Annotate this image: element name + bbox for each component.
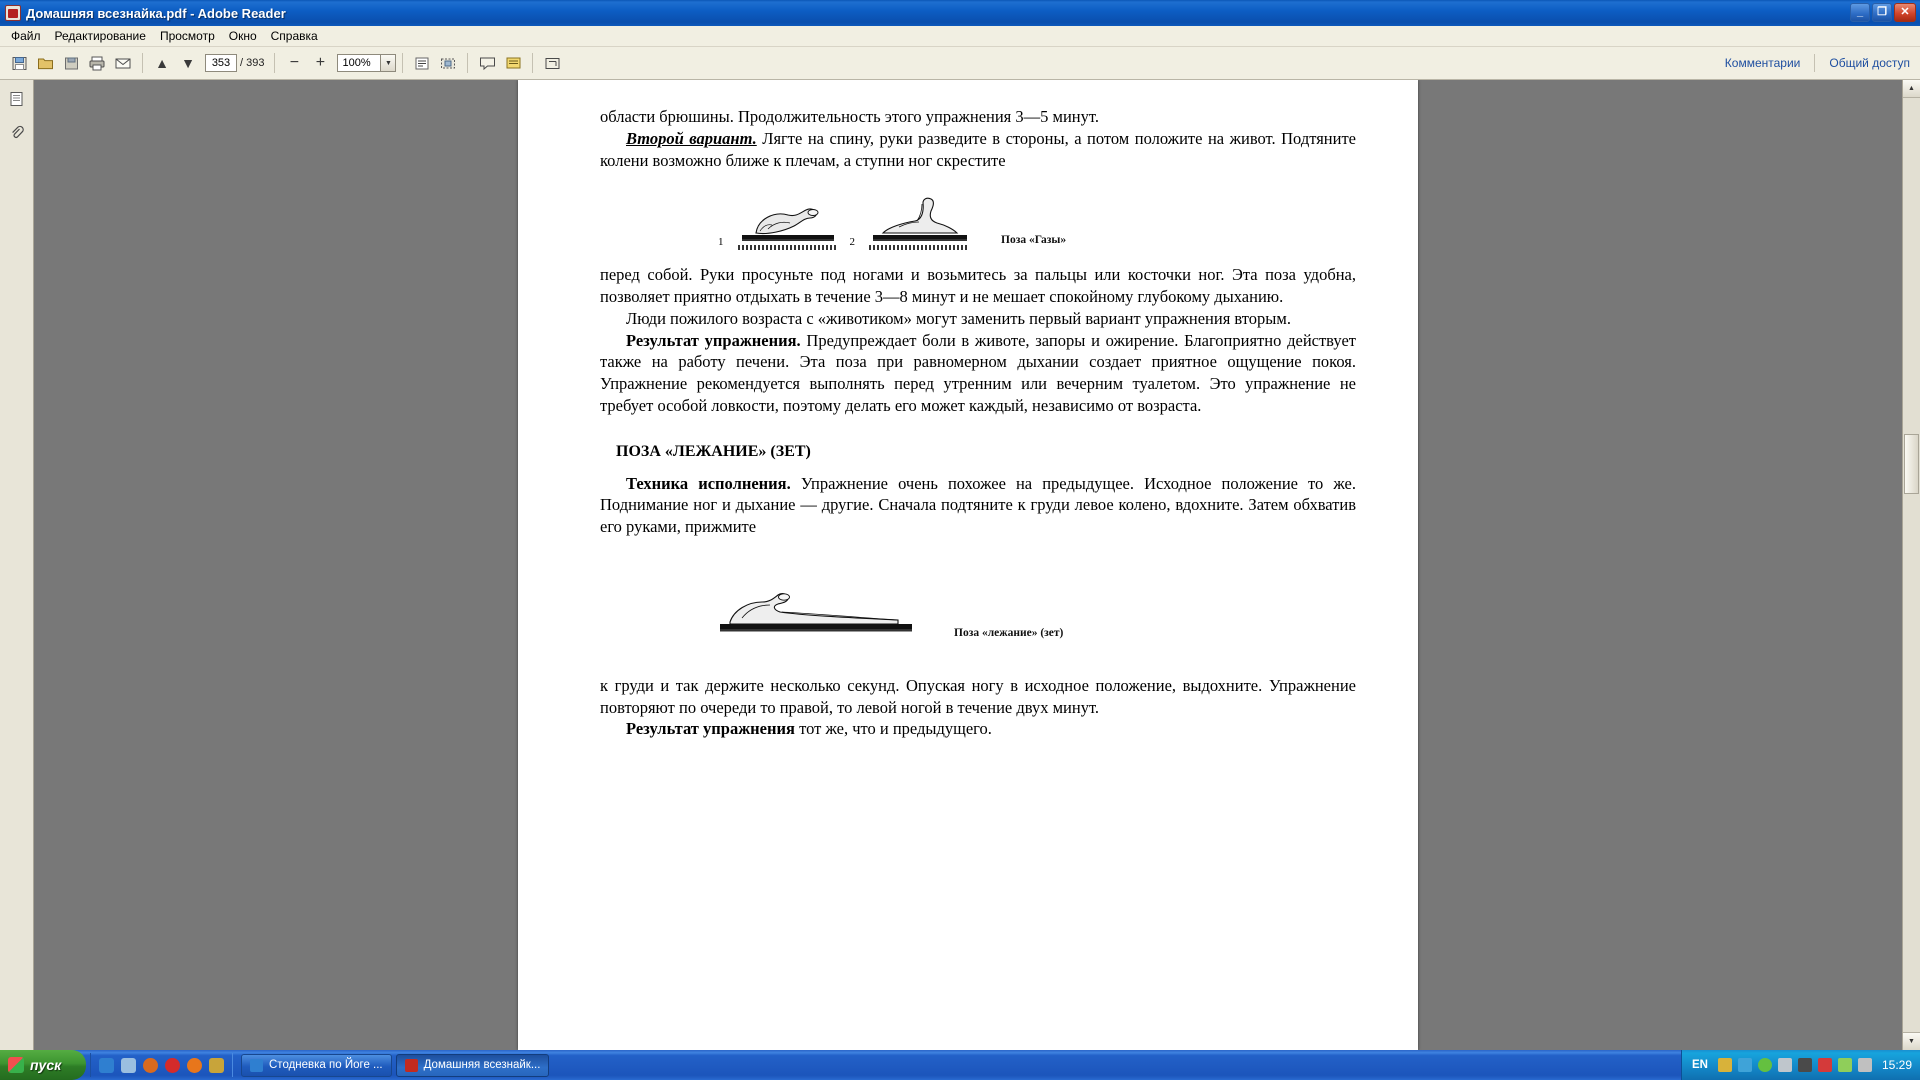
paragraph-8: [600, 718, 1356, 740]
toolbar-right-group: [1725, 54, 1910, 72]
task-button-pdf[interactable]: [396, 1054, 550, 1077]
shield-icon[interactable]: [1718, 1058, 1732, 1072]
menu-item-edit[interactable]: Редактирование: [54, 29, 146, 43]
usb-icon[interactable]: [1858, 1058, 1872, 1072]
task-button-yoga-label: Стодневка по Йоге ...: [269, 1059, 383, 1071]
paragraph-8-lead: Результат упражнения: [626, 719, 795, 739]
windows-flag-icon: [8, 1057, 24, 1073]
figure-1b-ground: [869, 245, 969, 250]
spacer-1: [600, 461, 1356, 473]
envelope-icon-svg: [114, 55, 132, 72]
toolbar-separator-4: [467, 53, 468, 73]
fullscreen-icon[interactable]: [541, 52, 563, 74]
toolbar-separator-5: [532, 53, 533, 73]
folder-icon[interactable]: [209, 1058, 224, 1073]
menu-item-help[interactable]: Справка: [270, 29, 318, 43]
minimize-button[interactable]: _: [1850, 3, 1870, 22]
yoga-pose-sketch-3: [718, 578, 914, 638]
zoom-out-button[interactable]: [283, 52, 305, 74]
task-button-yoga[interactable]: [241, 1054, 392, 1077]
toolbar-right-divider: [1814, 54, 1815, 72]
figure-1-caption: Поза «Газы»: [1001, 234, 1067, 247]
firefox-icon[interactable]: [187, 1058, 202, 1073]
scroll-thumb[interactable]: [1904, 434, 1919, 494]
figure-2-number: 2: [849, 236, 855, 249]
figure-2-caption: Поза «лежание» (зет): [954, 626, 1064, 639]
spacer-2: [600, 657, 1356, 675]
toolbar-separator-3: [402, 53, 403, 73]
page-thumbnails-icon[interactable]: [6, 88, 28, 110]
open-folder-icon[interactable]: [34, 52, 56, 74]
maximize-button[interactable]: ❐: [1872, 3, 1892, 22]
yoga-pose-sketch-1: [738, 193, 836, 245]
paragraph-3: [600, 264, 1356, 308]
toolbar: [0, 47, 1920, 80]
paragraph-5: [600, 330, 1356, 417]
scroll-down-arrow[interactable]: ▼: [1903, 1032, 1920, 1050]
camera-icon-svg: [439, 55, 457, 72]
thumbnails-icon-svg: [8, 90, 26, 108]
yoga-pose-sketch-2: [869, 193, 969, 245]
toolbar-separator: [142, 53, 143, 73]
page-number-input[interactable]: 353: [205, 54, 237, 72]
clock[interactable]: 15:29: [1881, 1058, 1912, 1072]
scroll-track[interactable]: [1903, 98, 1920, 1032]
antivirus-icon[interactable]: [1738, 1058, 1752, 1072]
paragraph-6-lead: Техника исполнения.: [626, 473, 791, 493]
paragraph-6: [600, 473, 1356, 538]
email-icon[interactable]: [112, 52, 134, 74]
paragraph-1-text: области брюшины. Продолжительность этого упражнения 3—5 минут.: [600, 107, 1099, 126]
expand-icon-svg: [543, 55, 562, 72]
menu-item-window[interactable]: Окно: [228, 29, 257, 43]
next-page-button[interactable]: [177, 52, 199, 74]
menu-bar: [0, 26, 1920, 47]
folder-icon-svg: [37, 55, 54, 72]
figure-lezhanie: [600, 578, 1356, 643]
comment-balloon-icon[interactable]: [476, 52, 498, 74]
save-icon-svg: [11, 55, 28, 72]
paragraph-8-text: тот же, что и предыдущего.: [794, 719, 992, 739]
save-file-icon[interactable]: [8, 52, 30, 74]
battery-icon[interactable]: [1838, 1058, 1852, 1072]
snapshot-icon[interactable]: [437, 52, 459, 74]
task-buttons: [233, 1054, 549, 1077]
language-indicator[interactable]: EN: [1691, 1059, 1708, 1071]
browser-icon: [250, 1059, 263, 1072]
vertical-scrollbar[interactable]: [1902, 80, 1920, 1050]
pdf-page: [518, 80, 1418, 1050]
arrow-up-icon: ▲: [155, 55, 169, 71]
comments-panel-link[interactable]: Комментарии: [1724, 56, 1801, 70]
figure-1-number: 1: [718, 236, 724, 249]
window-title: Домашняя всезнайка.pdf - Adobe Reader: [26, 5, 286, 21]
content-area: [0, 80, 1920, 1050]
arrow-down-icon: ▼: [181, 55, 195, 71]
balloon-icon-svg: [478, 55, 497, 72]
zoom-in-button[interactable]: [309, 52, 331, 74]
select-text-icon[interactable]: [411, 52, 433, 74]
figure-1-ground: [738, 245, 836, 250]
taskbar: [0, 1050, 1920, 1080]
plus-icon: +: [315, 54, 326, 71]
opera-icon[interactable]: [165, 1058, 180, 1073]
paragraph-4-text: Люди пожилого возраста с «животиком» могут заменить первый вариант упражнения вторым.: [626, 308, 1291, 328]
figure-1-sketch-a: [738, 193, 836, 250]
flag-icon[interactable]: [1818, 1058, 1832, 1072]
window-controls: [1850, 3, 1916, 22]
acrobat-icon: [405, 1059, 418, 1072]
internet-explorer-icon[interactable]: [99, 1058, 114, 1073]
save-copy-icon[interactable]: [60, 52, 82, 74]
paragraph-5-lead: Результат упражнения.: [626, 330, 801, 350]
paperclip-icon-svg: [8, 124, 26, 142]
update-icon[interactable]: [1758, 1058, 1772, 1072]
show-desktop-icon[interactable]: [121, 1058, 136, 1073]
zoom-value[interactable]: 100%: [337, 54, 381, 72]
minus-icon: −: [289, 54, 300, 71]
document-viewport[interactable]: [34, 80, 1902, 1050]
zoom-combobox[interactable]: [333, 54, 396, 72]
quick-launch-bar: [90, 1053, 233, 1077]
system-tray: [1681, 1050, 1920, 1080]
previous-page-button[interactable]: [151, 52, 173, 74]
scroll-up-arrow[interactable]: ▲: [1903, 80, 1920, 98]
print-icon[interactable]: [86, 52, 108, 74]
paragraph-2-lead: Второй вариант.: [626, 128, 757, 148]
figure-1-sketch-b: [869, 193, 969, 250]
share-panel-link[interactable]: Общий доступ: [1829, 56, 1910, 70]
printer-icon-svg: [88, 55, 106, 72]
paragraph-7: [600, 675, 1356, 719]
paragraph-3-text: перед собой. Руки просуньте под ногами и возьмитесь за пальцы или косточки ног. Эта поза удобна, позволяет приятно отдыхать в течение 3—8 минут и не мешает спокойному глубокому дыханию.: [600, 265, 1356, 307]
start-button-label: пуск: [30, 1057, 62, 1073]
paragraph-4: [600, 308, 1356, 330]
text-select-icon-svg: [413, 55, 431, 72]
figure-2-sketch: [718, 578, 914, 643]
paragraph-2: [600, 128, 1356, 172]
paragraph-1: [600, 106, 1356, 128]
sticky-note-icon[interactable]: [502, 52, 524, 74]
volume-icon[interactable]: [1798, 1058, 1812, 1072]
navigation-rail: [0, 80, 34, 1050]
paragraph-6-text: Упражнение очень похожее на предыдущее. Исходное положение то же. Поднимание ног и дыхание — другие. Сначала подтяните к груди левое колено, вдохните. Затем обхватив его руками, прижмите: [600, 473, 1357, 537]
paragraph-2-text: Лягте на спину, руки разведите в стороны, а потом положите на живот. Подтяните колени возможно ближе к плечам, а ступни ног скрестите: [600, 128, 1356, 170]
media-player-icon[interactable]: [143, 1058, 158, 1073]
toolbar-separator-2: [274, 53, 275, 73]
figure-gazy: [600, 193, 1356, 250]
network-icon[interactable]: [1778, 1058, 1792, 1072]
note-icon-svg: [504, 55, 523, 72]
disk-icon-svg: [63, 55, 80, 72]
app-icon: [5, 5, 21, 21]
task-button-pdf-label: Домашняя всезнайк...: [423, 1059, 541, 1071]
section-heading: ПОЗА «ЛЕЖАНИЕ» (ЗЕТ): [616, 442, 811, 460]
title-bar: [0, 0, 1920, 26]
menu-item-view[interactable]: Просмотр: [159, 29, 215, 43]
chevron-down-icon[interactable]: ▼: [381, 54, 396, 72]
attachments-paperclip-icon[interactable]: [6, 122, 28, 144]
close-button[interactable]: ✕: [1894, 3, 1916, 22]
page-total-label: / 393: [240, 57, 265, 69]
menu-item-file[interactable]: Файл: [11, 29, 41, 43]
paragraph-7-text: к груди и так держите несколько секунд. Опуская ногу в исходное положение, выдохните. Упражнение повторяют по очереди то правой, то левой ногой в течение двух минут.: [600, 675, 1356, 717]
paragraph-5-text: Предупреждает боли в животе, запоры и ожирение. Благоприятно действует также на работу печени. Эта поза при равномерном дыхании создает приятное ощущение покоя. Упражнение рекомендуется выполнять перед утренним или вечерним туалетом. Это упражнение не требует особой ловкости, поэтому делать его может каждый, независимо от возраста.: [600, 330, 1356, 415]
start-button[interactable]: [0, 1050, 86, 1080]
